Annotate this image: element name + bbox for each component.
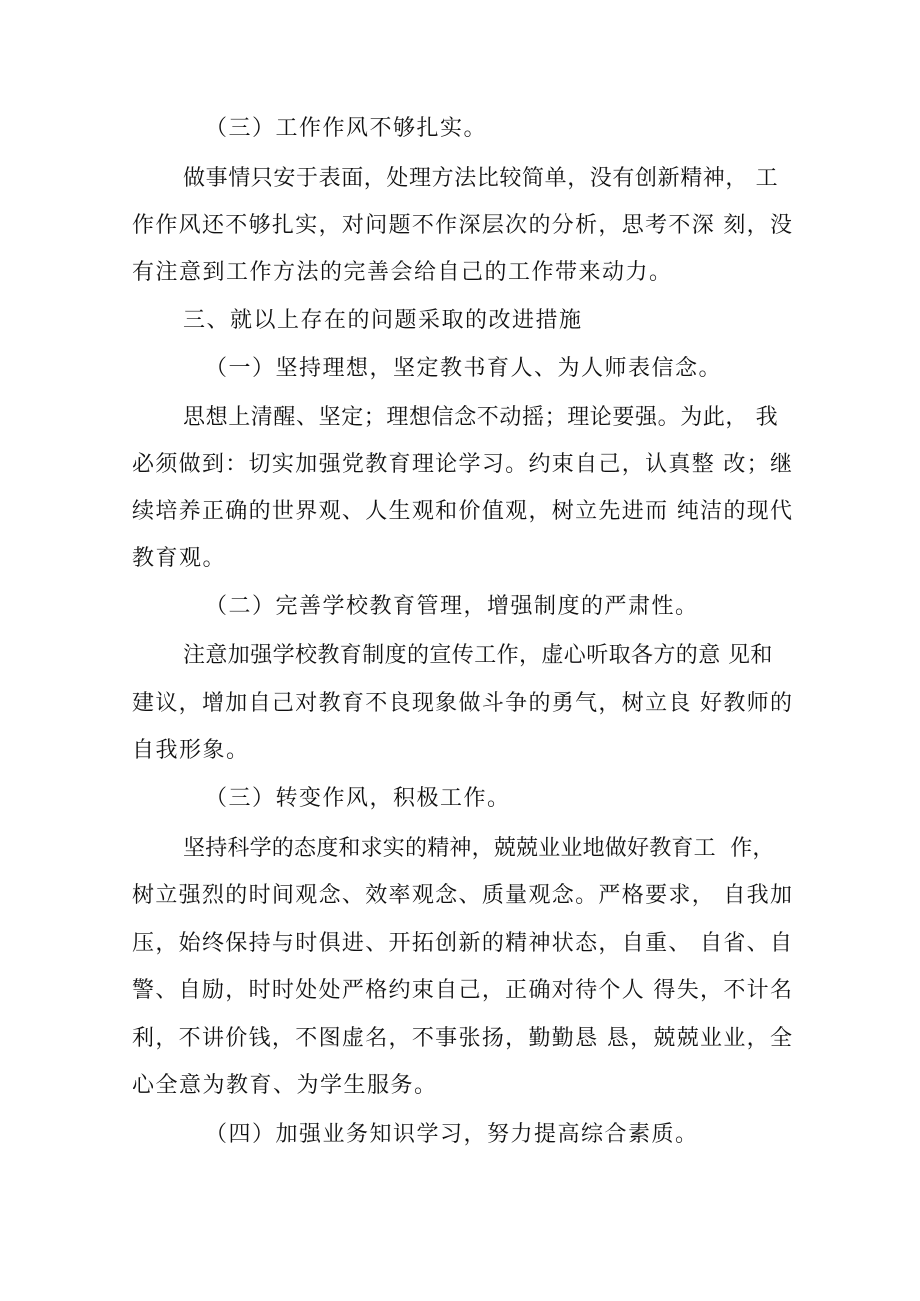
section-heading: （一）坚持理想，坚定教书育人、为人师表信念。: [205, 356, 723, 381]
section-heading: （三）转变作风，积极工作。: [205, 786, 511, 811]
paragraph-line: 自我形象。: [132, 738, 250, 763]
paragraph-line: 树立强烈的时间观念、效率观念、质量观念。严格要求， 自我加: [132, 883, 792, 908]
paragraph-line: 心全意为教育、为学生服务。: [132, 1073, 438, 1098]
paragraph-line: 教育观。: [132, 546, 227, 571]
paragraph-line: 利，不讲价钱，不图虚名，不事张扬，勤勤恳 恳，兢兢业业，全: [132, 1026, 792, 1051]
section-title: 三、就以上存在的问题采取的改进措施: [183, 308, 583, 333]
paragraph-line: 必须做到：切实加强党教育理论学习。约束自己，认真整 改；继: [132, 452, 792, 477]
paragraph-line: 建议，增加自己对教育不良现象做斗争的勇气，树立良 好教师的: [132, 691, 792, 716]
paragraph-line: 作作风还不够扎实，对问题不作深层次的分析，思考不深 刻，没: [132, 213, 792, 238]
paragraph-line: 思想上清醒、坚定；理想信念不动摇；理论要强。为此， 我: [183, 405, 779, 430]
paragraph-line: 有注意到工作方法的完善会给自己的工作带来动力。: [132, 260, 673, 285]
section-heading: （四）加强业务知识学习，努力提高综合素质。: [205, 1122, 699, 1147]
paragraph-line: 续培养正确的世界观、人生观和价值观，树立先进而 纯洁的现代: [132, 499, 792, 524]
section-heading: （二）完善学校教育管理，增强制度的严肃性。: [205, 594, 699, 619]
paragraph-line: 注意加强学校教育制度的宣传工作，虚心听取各方的意 见和: [183, 643, 773, 668]
paragraph-line: 做事情只安于表面，处理方法比较简单，没有创新精神， 工: [183, 166, 779, 191]
paragraph-line: 警、自励，时时处处严格约束自己，正确对待个人 得失，不计名: [132, 978, 792, 1003]
paragraph-line: 坚持科学的态度和求实的精神，兢兢业业地做好教育工 作，: [183, 836, 775, 861]
section-heading: （三）工作作风不够扎实。: [205, 116, 488, 141]
paragraph-line: 压，始终保持与时俱进、开拓创新的精神状态，自重、 自省、自: [132, 931, 792, 956]
